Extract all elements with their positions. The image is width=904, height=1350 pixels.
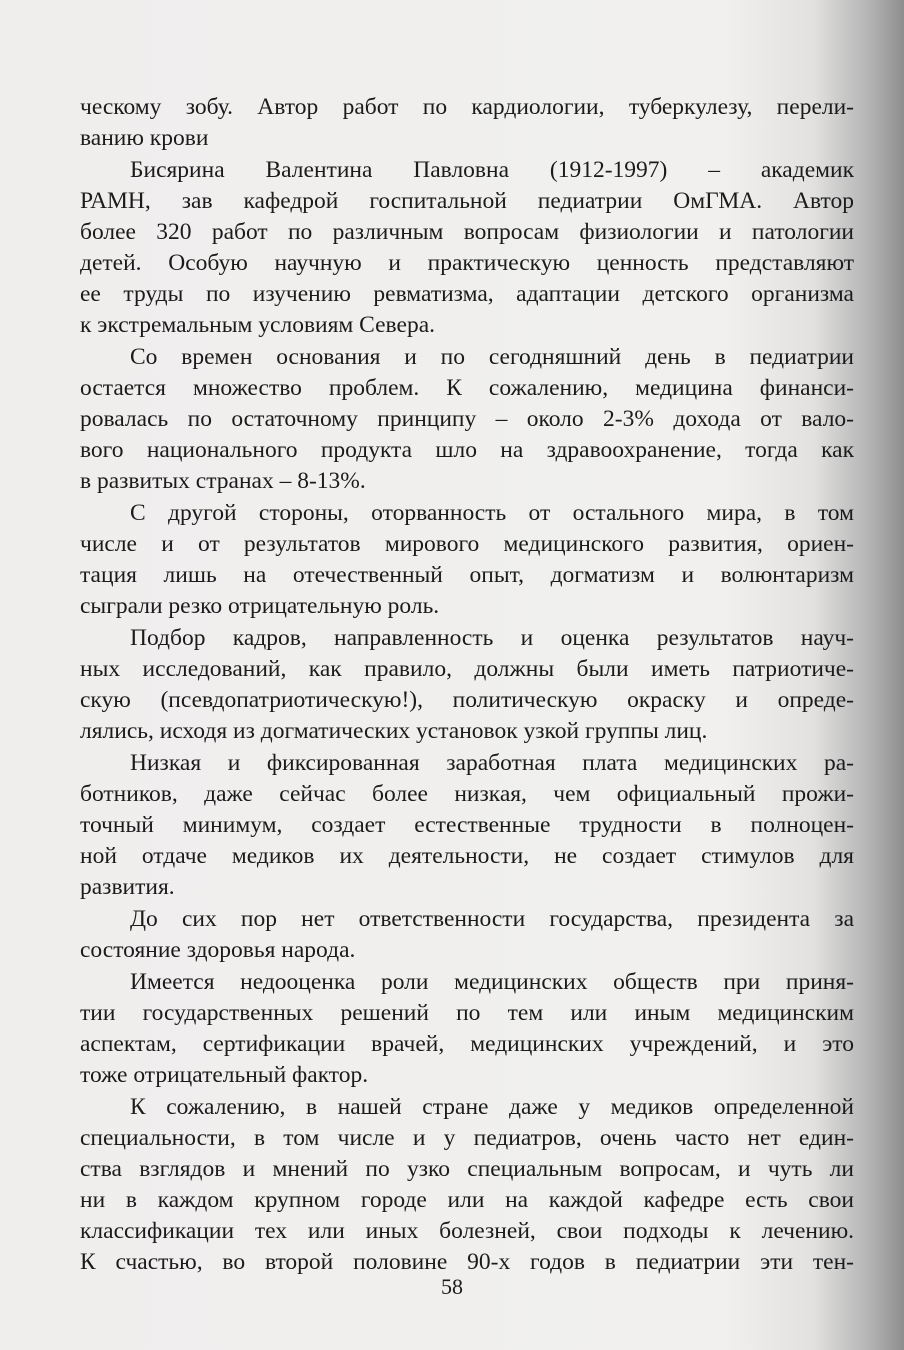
- page-body-text: [80, 92, 854, 1279]
- text-line: остается множество проблем. К сожалению, медицина финанси-: [80, 375, 854, 401]
- paragraph: [80, 92, 854, 154]
- text-line: числе и от результатов мирового медицинского развития, ориен-: [80, 531, 854, 557]
- text-line: Низкая и фиксированная заработная плата медицинских ра-: [130, 750, 854, 776]
- text-line: К счастью, во второй половине 90-х годов в педиатрии эти тен-: [80, 1249, 854, 1275]
- paragraph: [80, 904, 854, 966]
- paragraph: [80, 1092, 854, 1278]
- paragraph: [80, 155, 854, 341]
- text-line: ее труды по изучению ревматизма, адаптации детского организма: [80, 281, 854, 307]
- text-line: ровалась по остаточному принципу – около 2-3% дохода от вало-: [80, 406, 854, 432]
- paragraph: [80, 342, 854, 497]
- text-line: К сожалению, в нашей стране даже у медиков определенной: [130, 1094, 854, 1120]
- text-line: Бисярина Валентина Павловна (1912-1997) – академик: [130, 157, 854, 183]
- text-line: Со времен основания и по сегодняшний день в педиатрии: [130, 344, 854, 370]
- page-number: 58: [441, 1274, 463, 1299]
- text-line: сыграли резко отрицательную роль.: [80, 593, 440, 619]
- paragraph: [80, 967, 854, 1091]
- text-line: С другой стороны, оторванность от остального мира, в том: [130, 500, 854, 526]
- text-line: Подбор кадров, направленность и оценка результатов науч-: [130, 625, 854, 651]
- text-line: Имеется недооценка роли медицинских обществ при приня-: [130, 969, 854, 995]
- text-line: тии государственных решений по тем или иным медицинским: [80, 1000, 854, 1026]
- text-line: До сих пор нет ответственности государства, президента за: [130, 906, 854, 932]
- text-line: детей. Особую научную и практическую ценность представляют: [80, 250, 854, 276]
- text-line: классификации тех или иных болезней, свои подходы к лечению.: [80, 1218, 854, 1244]
- text-line: ной отдаче медиков их деятельности, не создает стимулов для: [80, 843, 854, 869]
- text-line: состояние здоровья народа.: [80, 937, 356, 963]
- text-line: ботников, даже сейчас более низкая, чем официальный прожи-: [80, 781, 854, 807]
- text-line: ванию крови: [80, 125, 209, 151]
- text-line: лялись, исходя из догматических установок узкой группы лиц.: [80, 718, 708, 744]
- text-line: тация лишь на отечественный опыт, догматизм и волюнтаризм: [80, 562, 854, 588]
- text-line: ства взглядов и мнений по узко специальным вопросам, и чуть ли: [80, 1156, 854, 1182]
- text-line: более 320 работ по различным вопросам физиологии и патологии: [80, 219, 854, 245]
- text-line: специальности, в том числе и у педиатров, очень часто нет един-: [80, 1125, 854, 1151]
- text-line: ческому зобу. Автор работ по кардиологии, туберкулезу, перели-: [80, 94, 854, 120]
- text-line: развития.: [80, 874, 175, 900]
- text-line: РАМН, зав кафедрой госпитальной педиатрии ОмГМА. Автор: [80, 188, 854, 214]
- paragraph: [80, 498, 854, 622]
- text-line: к экстремальным условиям Севера.: [80, 312, 436, 338]
- text-line: точный минимум, создает естественные трудности в полноцен-: [80, 812, 854, 838]
- text-line: ных исследований, как правило, должны были иметь патриотиче-: [80, 656, 854, 682]
- text-line: в развитых странах – 8-13%.: [80, 468, 366, 494]
- text-line: аспектам, сертификации врачей, медицинских учреждений, и это: [80, 1031, 854, 1057]
- text-line: вого национального продукта шло на здравоохранение, тогда как: [80, 437, 854, 463]
- paragraph: [80, 623, 854, 747]
- text-line: скую (псевдопатриотическую!), политическую окраску и опреде-: [80, 687, 854, 713]
- text-line: тоже отрицательный фактор.: [80, 1062, 369, 1088]
- paragraph: [80, 748, 854, 903]
- text-line: ни в каждом крупном городе или на каждой кафедре есть свои: [80, 1187, 854, 1213]
